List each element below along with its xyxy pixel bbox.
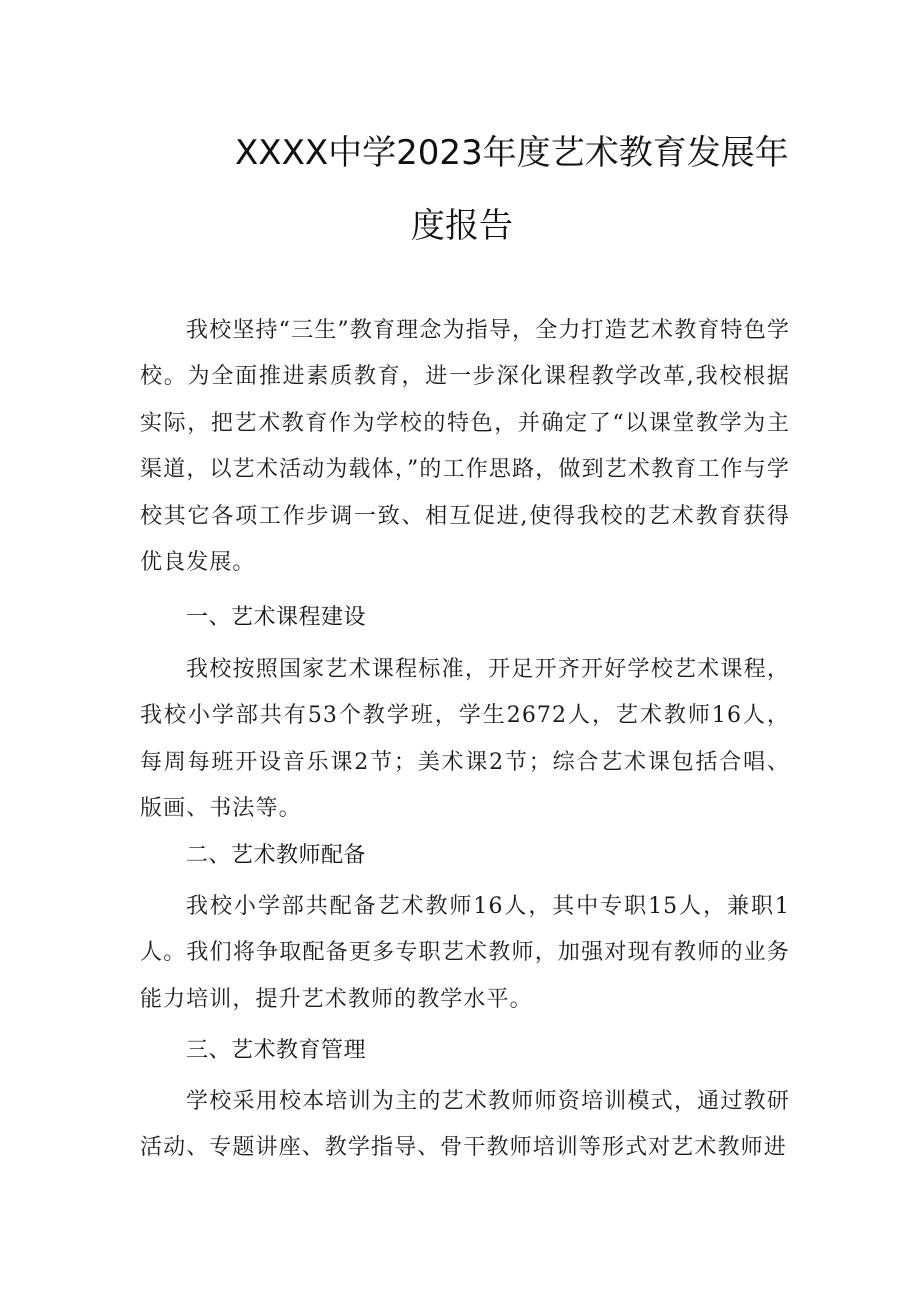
- section-body-courses: [140, 647, 790, 833]
- section-paragraph-management: 学校采用校本培训为主的艺术教师师资培训模式，通过教研活动、专题讲座、教学指导、骨干教师培训等形式对艺术教师进: [140, 1089, 790, 1161]
- section-body-management: [140, 1079, 790, 1172]
- section-paragraph-courses: 我校按照国家艺术课程标准，开足开齐开好学校艺术课程，我校小学部共有53个教学班，学生2672人，艺术教师16人，每周每班开设音乐课2节；美术课2节；综合艺术课包括合唱、版画、书法等。: [140, 657, 790, 822]
- section-heading-management: 三、艺术教育管理: [186, 1038, 367, 1063]
- intro-block: [140, 308, 790, 586]
- section-body-teachers: [140, 884, 790, 1023]
- report-title-line-2: 度报告: [411, 206, 513, 246]
- intro-paragraph: 我校坚持“三生”教育理念为指导，全力打造艺术教育特色学校。为全面推进素质教育，进一步深化课程教学改革,我校根据实际，把艺术教育作为学校的特色，并确定了“以课堂教学为主渠道，以艺术活动为载体，”的工作思路，做到艺术教育工作与学校其它各项工作步调一致、相互促进,使得我校的艺术教育获得优良发展。: [140, 318, 790, 576]
- section-heading-courses: 一、艺术课程建设: [186, 605, 367, 630]
- report-title-line-1: XXXX中学2023年度艺术教育发展年: [235, 133, 789, 173]
- section-heading-teachers: 二、艺术教师配备: [186, 843, 367, 868]
- section-paragraph-teachers: 我校小学部共配备艺术教师16人，其中专职15人，兼职1人。我们将争取配备更多专职艺术教师，加强对现有教师的业务能力培训，提升艺术教师的教学水平。: [140, 894, 790, 1012]
